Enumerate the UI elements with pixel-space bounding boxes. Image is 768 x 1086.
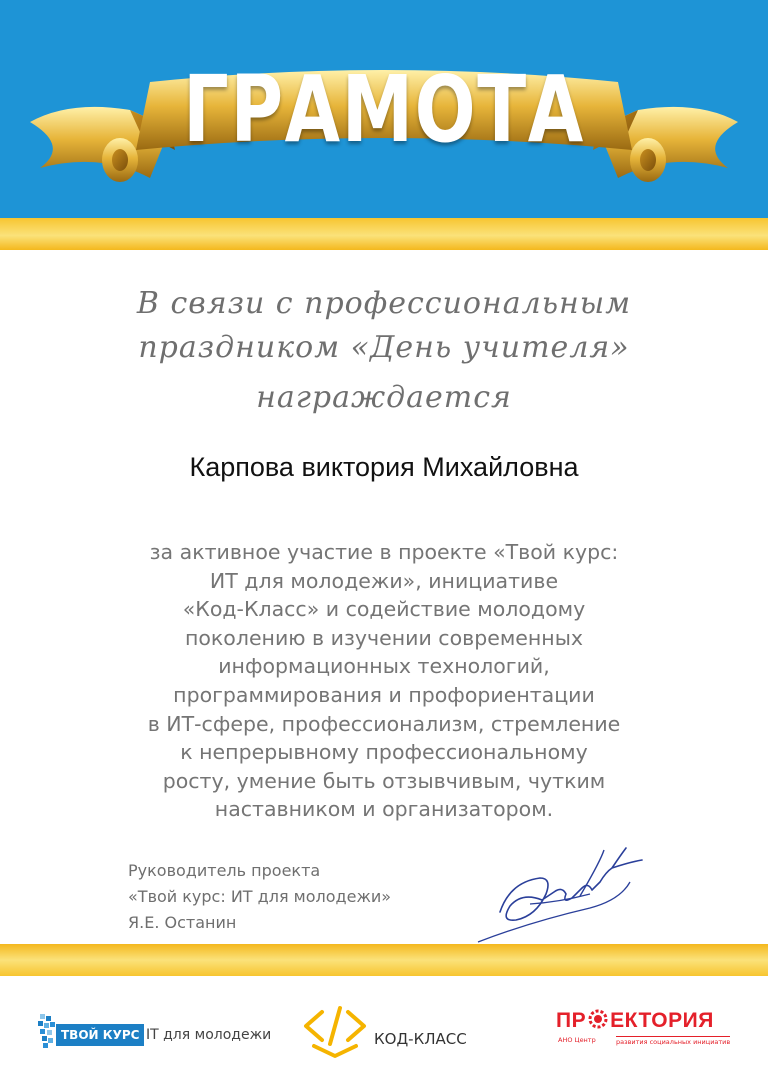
intro-text xyxy=(80,282,688,420)
mosaic-icon xyxy=(38,1014,58,1048)
tvoy-kurs-tagline: IT для молодежи xyxy=(146,1027,272,1043)
kod-klass-name: КОД-КЛАСС xyxy=(374,1030,467,1048)
reason-line: поколению в изучении современных xyxy=(184,625,584,650)
proektoria-wordmark xyxy=(556,1008,714,1033)
proektoria-sub-left: АНО Центр xyxy=(558,1036,596,1044)
signatory-project: «Твой курс: ИТ для молодежи» xyxy=(128,887,392,906)
reason-line: информационных технологий, xyxy=(218,654,550,679)
recipient-name: Карпова виктория Михайловна xyxy=(189,452,579,482)
signatory-title: Руководитель проекта xyxy=(128,861,321,880)
reason-line: росту, умение быть отзывчивым, чутким xyxy=(162,768,606,793)
reason-line: за активное участие в проекте «Твой курс: xyxy=(149,540,619,564)
tvoy-kurs-label: ТВОЙ КУРС xyxy=(56,1024,144,1046)
award-reason xyxy=(90,538,678,824)
intro-line: праздником «День учителя» xyxy=(138,330,630,365)
code-brackets-icon xyxy=(300,1002,370,1062)
gear-icon xyxy=(586,1008,610,1030)
kod-klass-logo xyxy=(300,1002,490,1062)
signatory-name: Я.Е. Останин xyxy=(128,913,237,932)
reason-line: наставником и организатором. xyxy=(214,797,554,822)
signatory-block xyxy=(128,858,391,936)
proektoria-logo xyxy=(556,1008,736,1062)
proektoria-word-left: ПР xyxy=(556,1009,587,1032)
document-title: ГРАМОТА xyxy=(183,56,585,163)
proektoria-sub-right: развития социальных инициатив xyxy=(616,1038,731,1046)
sponsor-logos xyxy=(0,976,768,1086)
reason-line: программирования и профориентации xyxy=(173,682,595,707)
intro-line: В связи с профессиональным xyxy=(136,286,632,321)
reason-line: «Код-Класс» и содействие молодому xyxy=(182,597,586,622)
reason-line: к непрерывному профессиональному xyxy=(180,740,588,765)
tvoy-kurs-logo xyxy=(38,1012,272,1052)
proektoria-word-right: ЕКТОРИЯ xyxy=(610,1009,714,1032)
handwritten-signature xyxy=(470,842,650,947)
reason-line: в ИТ-сфере, профессионализм, стремление xyxy=(147,711,621,736)
intro-line: награждается xyxy=(256,380,512,415)
reason-line: ИТ для молодежи», инициативе xyxy=(209,568,559,593)
gold-band-bottom xyxy=(0,944,768,976)
gold-band-top xyxy=(0,218,768,250)
